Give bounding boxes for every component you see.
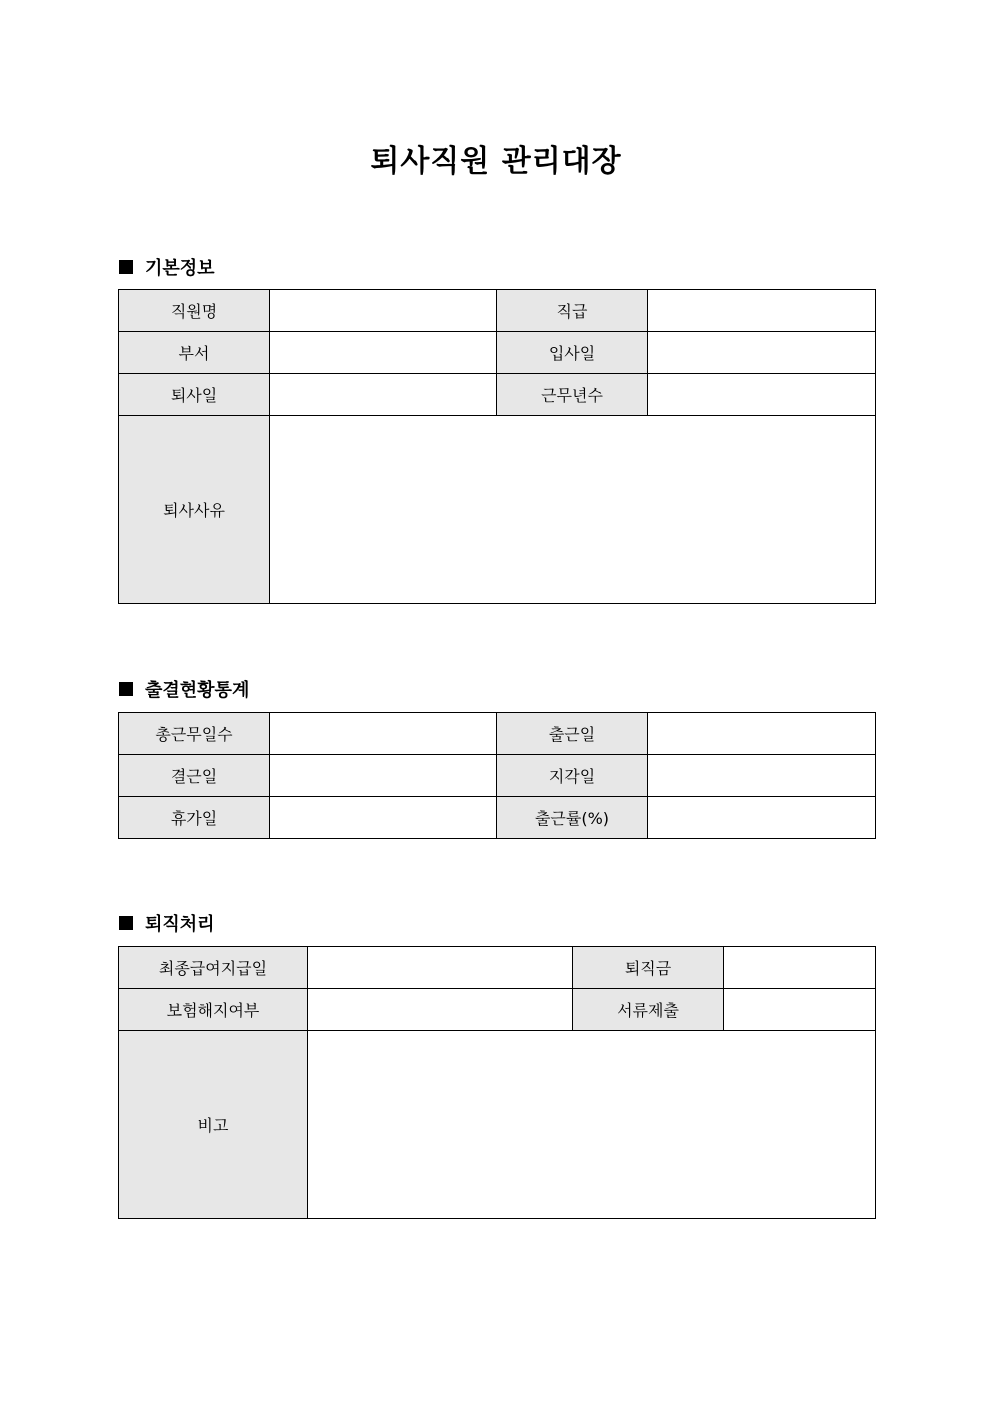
leave-date-label: 퇴사일: [119, 374, 270, 416]
department-field[interactable]: [270, 332, 497, 374]
severance-pay-label: 퇴직금: [573, 947, 724, 989]
document-submission-field[interactable]: [724, 989, 876, 1031]
join-date-label: 입사일: [497, 332, 648, 374]
basic-info-table: [118, 289, 876, 604]
join-date-field[interactable]: [648, 332, 876, 374]
square-bullet-icon: [119, 260, 133, 274]
table-row: [119, 713, 876, 755]
attendance-table: [118, 712, 876, 839]
page-title: 퇴사직원 관리대장: [370, 144, 622, 179]
attendance-rate-field[interactable]: [648, 797, 876, 839]
absence-days-label: 결근일: [119, 755, 270, 797]
attendance-rate-label: 출근률(%): [497, 797, 648, 839]
table-row: [119, 374, 876, 416]
section-heading-attendance: [119, 676, 249, 702]
severance-pay-field[interactable]: [724, 947, 876, 989]
table-row: [119, 1031, 876, 1219]
section-heading-attendance-label: 출결현황통계: [145, 680, 250, 701]
absence-days-field[interactable]: [270, 755, 497, 797]
late-days-field[interactable]: [648, 755, 876, 797]
position-field[interactable]: [648, 290, 876, 332]
department-label: 부서: [119, 332, 270, 374]
employee-name-field[interactable]: [270, 290, 497, 332]
attendance-days-field[interactable]: [648, 713, 876, 755]
final-pay-date-field[interactable]: [308, 947, 573, 989]
document-submission-label: 서류제출: [573, 989, 724, 1031]
position-label: 직급: [497, 290, 648, 332]
vacation-days-field[interactable]: [270, 797, 497, 839]
remarks-label: 비고: [119, 1031, 308, 1219]
table-row: [119, 797, 876, 839]
section-heading-retirement-label: 퇴직처리: [145, 914, 215, 935]
table-row: [119, 989, 876, 1031]
section-heading-basic-label: 기본정보: [145, 258, 215, 279]
years-of-service-field[interactable]: [648, 374, 876, 416]
remarks-field[interactable]: [308, 1031, 876, 1219]
table-row: [119, 290, 876, 332]
late-days-label: 지각일: [497, 755, 648, 797]
table-row: [119, 332, 876, 374]
total-work-days-field[interactable]: [270, 713, 497, 755]
attendance-days-label: 출근일: [497, 713, 648, 755]
employee-name-label: 직원명: [119, 290, 270, 332]
table-row: [119, 947, 876, 989]
leave-date-field[interactable]: [270, 374, 497, 416]
square-bullet-icon: [119, 682, 133, 696]
square-bullet-icon: [119, 916, 133, 930]
retirement-table: [118, 946, 876, 1219]
vacation-days-label: 휴가일: [119, 797, 270, 839]
leave-reason-label: 퇴사사유: [119, 416, 270, 604]
table-row: [119, 416, 876, 604]
final-pay-date-label: 최종급여지급일: [119, 947, 308, 989]
insurance-termination-field[interactable]: [308, 989, 573, 1031]
insurance-termination-label: 보험해지여부: [119, 989, 308, 1031]
years-of-service-label: 근무년수: [497, 374, 648, 416]
leave-reason-field[interactable]: [270, 416, 876, 604]
table-row: [119, 755, 876, 797]
total-work-days-label: 총근무일수: [119, 713, 270, 755]
section-heading-basic: [119, 254, 215, 280]
section-heading-retirement: [119, 910, 215, 936]
